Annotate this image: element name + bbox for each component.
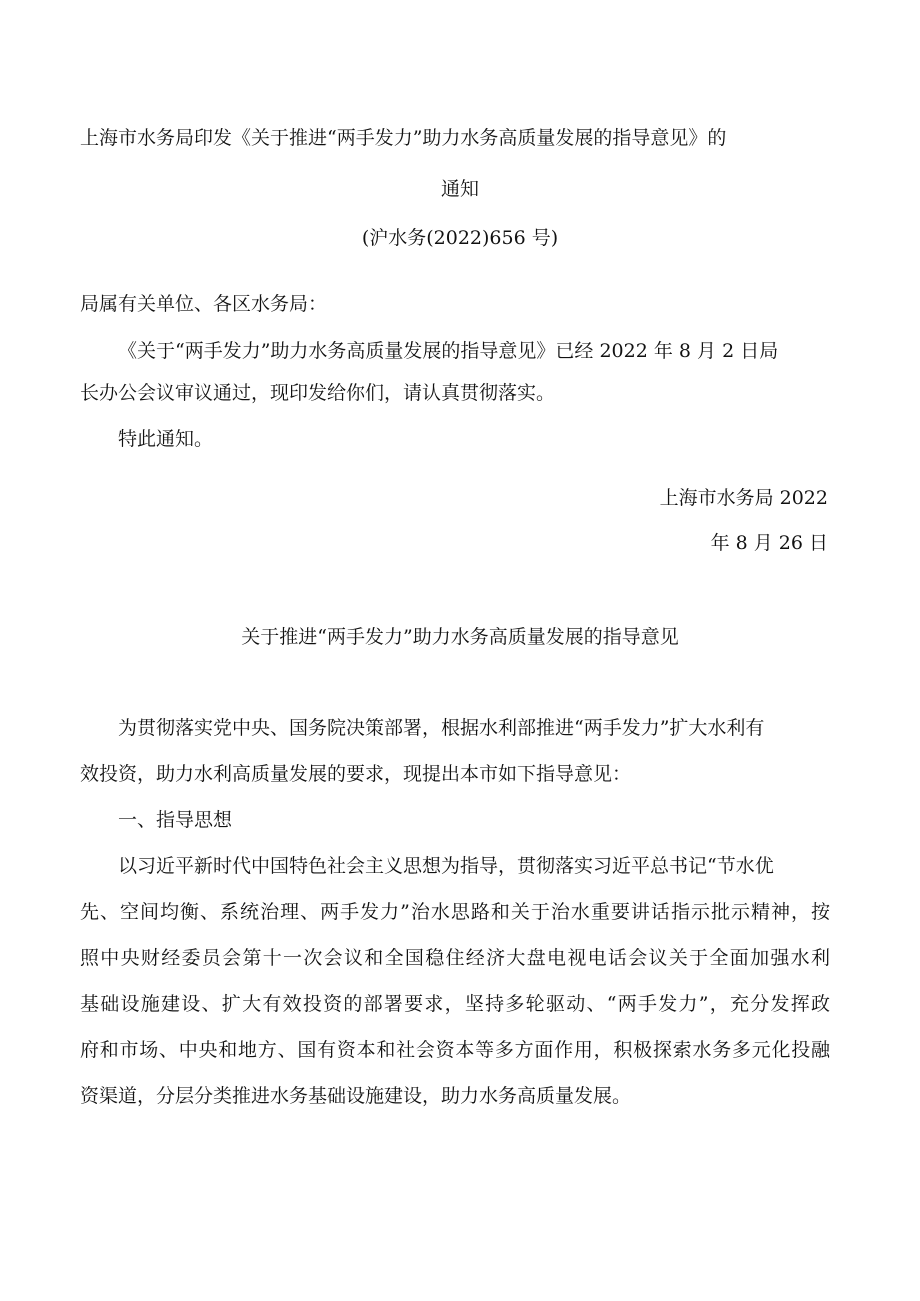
section-1-heading: 一、指导思想: [118, 809, 233, 831]
section-1-line-6: 资渠道，分层分类推进水务基础设施建设，助力水务高质量发展。: [80, 1085, 632, 1107]
signature-date: 年 8 月 26 日: [710, 532, 828, 554]
notice-title-line-1: 上海市水务局印发《关于推进“两手发力”助力水务高质量发展的指导意见》的: [80, 127, 727, 149]
notice-body-line-2: 长办公会议审议通过，现印发给你们，请认真贯彻落实。: [80, 382, 556, 404]
section-1-line-1: 以习近平新时代中国特色社会主义思想为指导，贯彻落实习近平总书记“节水优: [118, 855, 774, 877]
opinion-intro-line-2: 效投资，助力水利高质量发展的要求，现提出本市如下指导意见：: [80, 763, 632, 785]
opinion-title: 关于推进“两手发力”助力水务高质量发展的指导意见: [241, 626, 679, 648]
signature-issuer: 上海市水务局 2022: [659, 487, 828, 509]
section-1-line-2: 先、空间均衡、系统治理、两手发力”治水思路和关于治水重要讲话指示批示精神，按: [80, 901, 830, 923]
addressee: 局属有关单位、各区水务局：: [80, 293, 328, 315]
section-1-line-4: 基础设施建设、扩大有效投资的部署要求，坚持多轮驱动、“两手发力”，充分发挥政: [80, 993, 830, 1015]
section-1-line-3: 照中央财经委员会第十一次会议和全国稳住经济大盘电视电话会议关于全面加强水利: [80, 947, 830, 969]
section-1-line-5: 府和市场、中央和地方、国有资本和社会资本等多方面作用，积极探索水务多元化投融: [80, 1039, 830, 1061]
opinion-intro-line-1: 为贯彻落实党中央、国务院决策部署，根据水利部推进“两手发力”扩大水利有: [118, 717, 765, 739]
notice-title-line-2: 通知: [440, 178, 479, 200]
notice-body-line-1: 《关于“两手发力”助力水务高质量发展的指导意见》已经 2022 年 8 月 2 日局: [118, 340, 779, 362]
document-number: (沪水务(2022)656 号): [361, 227, 559, 249]
closing-remark: 特此通知。: [118, 428, 214, 450]
